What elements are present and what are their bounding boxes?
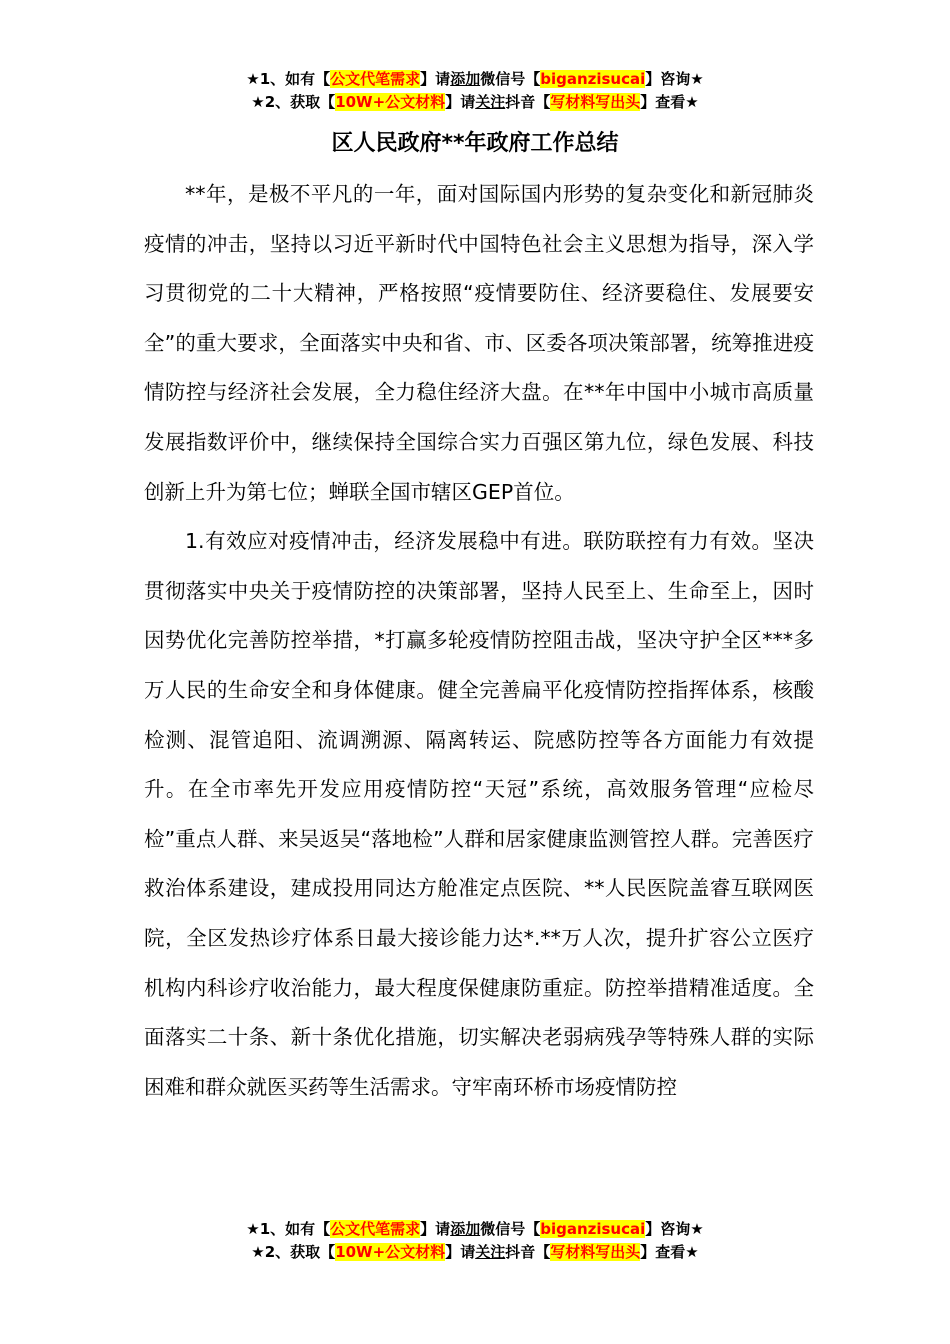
body-paragraph-2: 1.有效应对疫情冲击，经济发展稳中有进。联防联控有力有效。坚决贯彻落实中央关于疫情防控的决策部署，坚持人民至上、生命至上，因时因势优化完善防控举措，*打赢多轮疫情防控阻击战，坚决守护全区***多万人民的生命安全和身体健康。健全完善扁平化疫情防控指挥体系，核酸检测、混管追阳、流调溯源、隔离转运、院感防控等各方面能力有效提升。在全市率先开发应用疫情防控“天冠”系统，高效服务管理“应检尽检”重点人群、来吴返吴“落地检”人群和居家健康监测管控人群。完善医疗救治体系建设，建成投用同达方舱准定点医院、**人民医院盖睿互联网医院，全区发热诊疗体系日最大接诊能力达*.**万人次，提升扩容公立医疗机构内科诊疗收治能力，最大程度保健康防重症。防控举措精准适度。全面落实二十条、新十条优化措施，切实解决老弱病残孕等特殊人群的实际困难和群众就医买药等生活需求。守牢南环桥市场疫情防控 <box>144 529 814 1099</box>
footer-promo <box>0 1218 950 1264</box>
document-title: 区人民政府**年政府工作总结 <box>331 131 619 156</box>
promo-wechat-id: biganzisucai <box>540 1220 646 1238</box>
promo-highlight: 10W+公文材料 <box>335 1243 446 1261</box>
header-promo-line-2 <box>0 91 950 114</box>
body-paragraph-1: **年，是极不平凡的一年，面对国际国内形势的复杂变化和新冠肺炎疫情的冲击，坚持以习近平新时代中国特色社会主义思想为指导，深入学习贯彻党的二十大精神，严格按照“疫情要防住、经济要稳住、发展要安全”的重大要求，全面落实中央和省、市、区委各项决策部署，统筹推进疫情防控与经济社会发展，全力稳住经济大盘。在**年中国中小城市高质量发展指数评价中，继续保持全国综合实力百强区第九位，绿色发展、科技创新上升为第七位；蝉联全国市辖区GEP首位。 <box>144 182 814 504</box>
promo-text: 】请 <box>445 93 476 111</box>
promo-text: ★1、如有【 <box>246 1220 331 1238</box>
promo-text: 】查看★ <box>640 1243 699 1261</box>
header-promo-line-1 <box>0 68 950 91</box>
promo-text: ★2、获取【 <box>251 93 336 111</box>
footer-promo-line-2 <box>0 1241 950 1264</box>
promo-douyin-id: 写材料写出头 <box>550 1243 641 1261</box>
promo-text: 】请 <box>445 1243 476 1261</box>
promo-douyin-id: 写材料写出头 <box>550 93 641 111</box>
promo-text: ★1、如有【 <box>246 70 331 88</box>
promo-underlined: 关注 <box>475 93 506 111</box>
promo-highlight: 公文代笔需求 <box>330 1220 421 1238</box>
promo-text: ★2、获取【 <box>251 1243 336 1261</box>
document-body <box>144 170 814 1112</box>
promo-underlined: 关注 <box>475 1243 506 1261</box>
promo-text: 抖音【 <box>505 1243 551 1261</box>
promo-wechat-id: biganzisucai <box>540 70 646 88</box>
footer-promo-line-1 <box>0 1218 950 1241</box>
promo-text: 微信号【 <box>480 70 541 88</box>
promo-underlined: 添加 <box>450 70 481 88</box>
promo-text: 】查看★ <box>640 93 699 111</box>
promo-text: 】请 <box>420 1220 451 1238</box>
promo-text: 微信号【 <box>480 1220 541 1238</box>
promo-text: 抖音【 <box>505 93 551 111</box>
promo-underlined: 添加 <box>450 1220 481 1238</box>
promo-text: 】请 <box>420 70 451 88</box>
header-promo <box>0 68 950 114</box>
promo-highlight: 公文代笔需求 <box>330 70 421 88</box>
promo-text: 】咨询★ <box>645 1220 704 1238</box>
promo-highlight: 10W+公文材料 <box>335 93 446 111</box>
promo-text: 】咨询★ <box>645 70 704 88</box>
